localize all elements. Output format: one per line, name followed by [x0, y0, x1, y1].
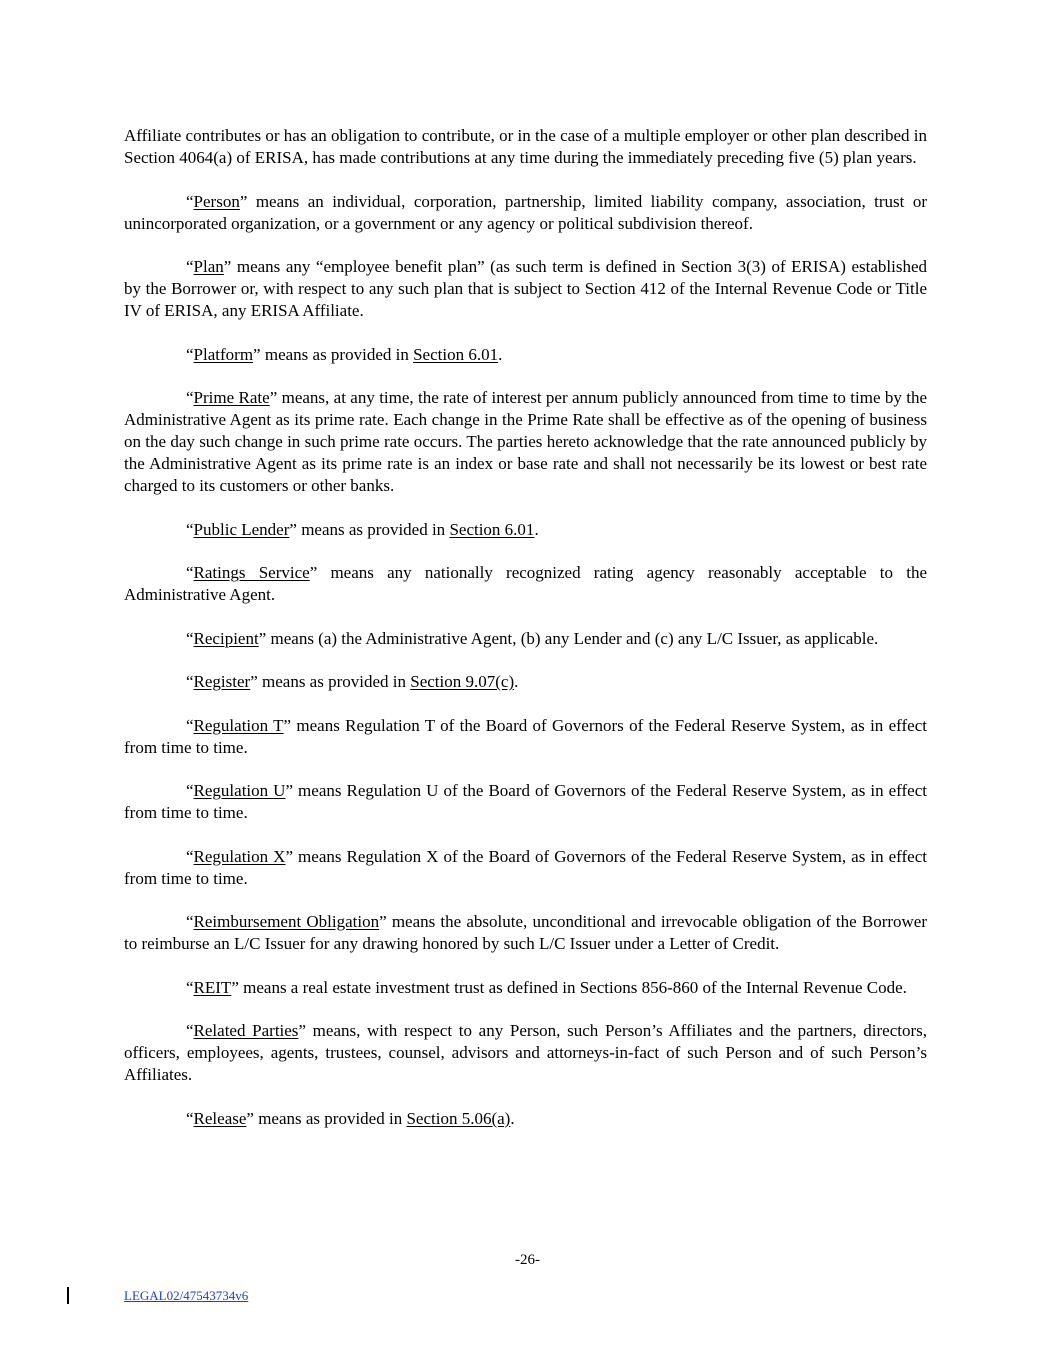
definition-prime-rate: “Prime Rate” means, at any time, the rate of interest per annum publicly announced from time to time by the Administrative Agent as its prime rate. Each change in the Prime Rate shall be effective as of the opening of business on the day such change in such prime rate occurs. The parties hereto acknowledge that the rate announced publicly by the Administrative Agent as its prime rate is an index or base rate and shall not necessarily be its lowest or best rate charged to its customers or other banks. [124, 388, 928, 495]
definition-ratings-service: “Ratings Service” means any nationally recognized rating agency reasonably acceptable to the Administrative Agent. [124, 563, 927, 604]
defined-term: Reimbursement Obligation [193, 912, 380, 931]
defined-term: Register [193, 672, 251, 691]
section-reference: Section 6.01 [449, 519, 535, 539]
definition-text: means Regulation T of the Board of Governors of the Federal Reserve System, as in effect from time to time. [124, 715, 927, 757]
document-body [124, 125, 927, 1151]
definition-public-lender: “Public Lender” means as provided in Section 6.01. [186, 519, 539, 539]
defined-term: Platform [193, 344, 254, 364]
definition-regulation-u: “Regulation U” means Regulation U of the Board of Governors of the Federal Reserve System, as in effect from time to time. [124, 781, 927, 822]
definition-text: means the absolute, unconditional and irrevocable obligation of the Borrower to reimburse an L/C Issuer for any drawing honored by such L/C Issuer under a Letter of Credit. [124, 912, 928, 953]
definition-recipient: “Recipient” means (a) the Administrative Agent, (b) any Lender and (c) any L/C Issuer, as applicable. [186, 628, 879, 648]
defined-term: Ratings Service [193, 563, 310, 582]
revision-change-bar [67, 1287, 69, 1304]
definition-text: means any nationally recognized rating agency reasonably acceptable to the Administrative Agent. [124, 563, 927, 604]
defined-term: Related Parties [193, 1021, 299, 1040]
definition-text: means Regulation X of the Board of Governors of the Federal Reserve System, as in effect from time to time. [124, 846, 927, 888]
definition-plan: “Plan” means any “employee benefit plan” (as such term is defined in Section 3(3) of ERISA) established by the Borrower or, with respect to any such plan that is subject to Section 412 of the Internal Revenue Code or Title IV of ERISA, any ERISA Affiliate. [124, 257, 927, 320]
definition-text: means as provided in [253, 1108, 407, 1128]
definition-register: “Register” means as provided in Section 9.07(c). [186, 672, 519, 691]
definition-reimbursement-obligation: “Reimbursement Obligation” means the absolute, unconditional and irrevocable obligation of the Borrower to reimburse an L/C Issuer for any drawing honored by such L/C Issuer under a Letter of Credit. [124, 912, 928, 953]
section-reference: Section 6.01 [413, 344, 499, 364]
defined-term: Regulation X [193, 846, 286, 866]
definition-regulation-t: “Regulation T” means Regulation T of the Board of Governors of the Federal Reserve System, as in effect from time to time. [124, 715, 927, 757]
definition-text: means as provided in [260, 344, 414, 364]
defined-term: Public Lender [193, 519, 290, 539]
definition-text: means as provided in [296, 519, 450, 539]
page-number: -26- [515, 1252, 540, 1268]
definition-text: means an individual, corporation, partnership, limited liability company, association, trust or unincorporated organization, or a government or any agency or political subdivision thereof. [124, 191, 927, 233]
section-reference: Section 5.06(a) [406, 1108, 511, 1128]
definition-text: means Regulation U of the Board of Governors of the Federal Reserve System, as in effect from time to time. [124, 781, 927, 822]
defined-term: Plan [193, 257, 224, 276]
definition-text: means a real estate investment trust as defined in Sections 856-860 of the Internal Revenue Code. [238, 977, 907, 997]
defined-term: Regulation U [193, 781, 286, 800]
definition-release: “Release” means as provided in Section 5.06(a). [186, 1108, 515, 1128]
definition-text: means (a) the Administrative Agent, (b) any Lender and (c) any L/C Issuer, as applicable. [266, 628, 879, 648]
defined-term: Prime Rate [193, 388, 270, 407]
definition-text: means, at any time, the rate of interest per annum publicly announced from time to time by the Administrative Agent as its prime rate. Each change in the Prime Rate shall be effective as of the opening of business on the day such change in such prime rate occurs. The parties hereto acknowledge that the rate announced publicly by the Administrative Agent as its prime rate is an index or base rate and shall not necessarily be its lowest or best rate charged to its customers or other banks. [124, 388, 928, 495]
defined-term: Recipient [193, 628, 259, 648]
definition-reit: “REIT” means a real estate investment trust as defined in Sections 856-860 of the Internal Revenue Code. [186, 977, 907, 997]
paragraph-text: Affiliate contributes or has an obligation to contribute, or in the case of a multiple employer or other plan described in Section 4064(a) of ERISA, has made contributions at any time during the immediately preceding five (5) plan years. [124, 126, 927, 167]
definition-end: . [510, 1108, 515, 1128]
definition-person: “Person” means an individual, corporation, partnership, limited liability company, association, trust or unincorporated organization, or a government or any agency or political subdivision thereof. [124, 191, 927, 233]
definition-text: means as provided in [257, 672, 411, 691]
definition-text: means, with respect to any Person, such Person’s Affiliates and the partners, directors, officers, employees, agents, trustees, counsel, advisors and attorneys-in-fact of such Person and of such Person’s Affiliates. [124, 1021, 927, 1084]
continuation-paragraph [124, 125, 927, 169]
defined-term: Person [193, 191, 240, 211]
section-reference: Section 9.07(c) [410, 672, 515, 691]
defined-term: REIT [193, 977, 232, 997]
definition-regulation-x: “Regulation X” means Regulation X of the Board of Governors of the Federal Reserve System, as in effect from time to time. [124, 846, 927, 888]
definition-platform: “Platform” means as provided in Section 6.01. [186, 344, 503, 364]
definition-end: . [534, 519, 539, 539]
document-id-link[interactable]: LEGAL02/47543734v6 [124, 1288, 249, 1303]
definition-end: . [498, 344, 503, 364]
definition-text: means any “employee benefit plan” (as such term is defined in Section 3(3) of ERISA) established by the Borrower or, with respect to any such plan that is subject to Section 412 of the Internal Revenue Code or Title IV of ERISA, any ERISA Affiliate. [124, 257, 927, 320]
defined-term: Regulation T [193, 715, 284, 735]
definition-related-parties: “Related Parties” means, with respect to any Person, such Person’s Affiliates and the partners, directors, officers, employees, agents, trustees, counsel, advisors and attorneys-in-fact of such Person and of such Person’s Affiliates. [124, 1021, 927, 1084]
definition-end: . [514, 672, 519, 691]
defined-term: Release [193, 1108, 247, 1128]
